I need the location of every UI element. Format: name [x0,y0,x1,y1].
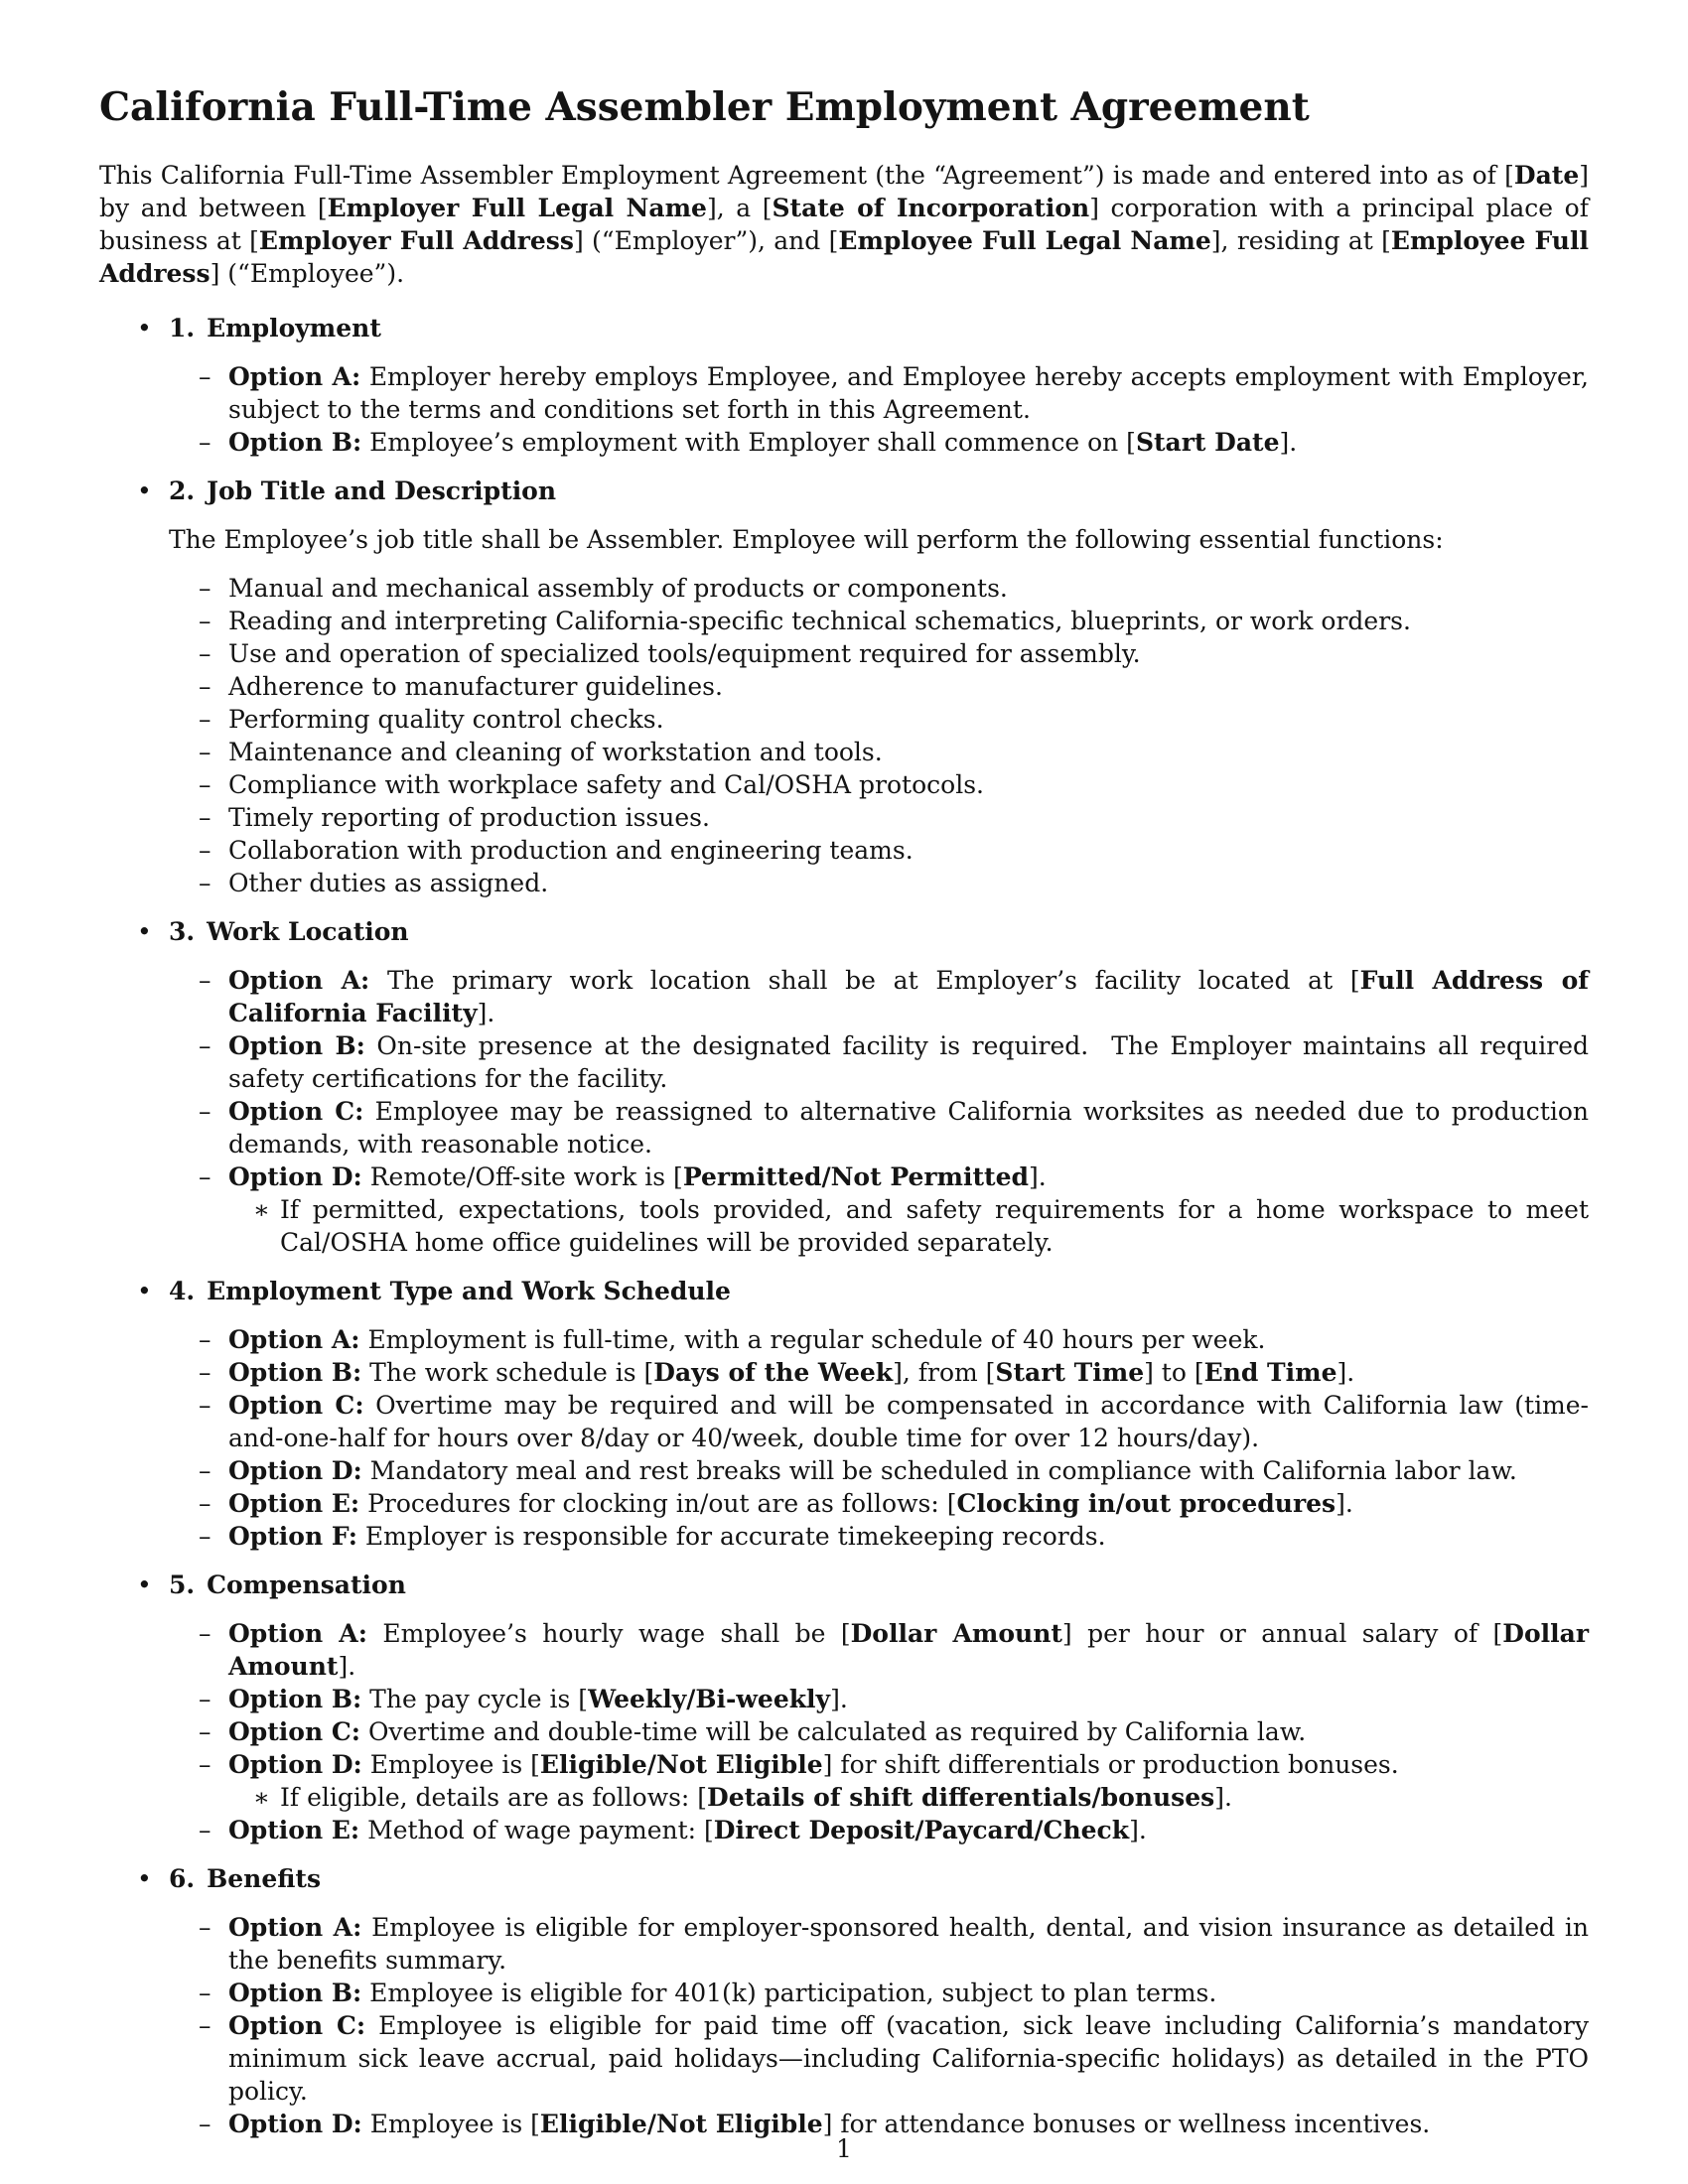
section-number: 1. [169,314,196,342]
page-title: California Full-Time Assembler Employment Agreement [99,84,1310,130]
section-title: Work Location [207,917,409,946]
option-text: The pay cycle is [ [369,1685,589,1713]
section-work-location [99,915,1597,1259]
option-label: Option C: [228,1717,360,1746]
option-label: Option B: [228,428,362,457]
option-item [99,1356,1589,1389]
bullet-icon: • [137,917,152,946]
option-label: Option B: [228,1031,365,1060]
option-list [99,1617,1589,1846]
option-text: ]. [1129,1816,1147,1844]
section-number: 4. [169,1277,196,1305]
dash-icon: – [199,869,211,897]
option-label: Option D: [228,1456,362,1485]
option-item [99,1389,1589,1454]
dash-icon: – [199,362,211,391]
section-heading [99,475,1589,507]
dash-icon: – [199,1685,211,1713]
option-item [99,1323,1589,1356]
option-text: Mandatory meal and rest breaks will be scheduled in compliance with California labor law. [369,1456,1517,1485]
duty-text: Compliance with workplace safety and Cal/OSHA protocols. [228,770,984,799]
dash-icon: – [199,2110,211,2138]
option-item [99,426,1589,459]
option-text: The primary work location shall be at Employer’s facility located at [ [386,966,1360,995]
dash-icon: – [199,1619,211,1648]
section-work-schedule [99,1275,1589,1553]
field-employer-address: Employer Full Address [258,226,574,255]
section-heading [99,1275,1589,1307]
page-number: 1 [836,2134,852,2163]
field-date: Date [1513,161,1580,190]
option-label: Option D: [228,1162,362,1191]
duty-text: Adherence to manufacturer guidelines. [228,672,723,701]
option-label: Option D: [228,1750,362,1779]
option-label: Option A: [228,1913,362,1942]
field-start-date: Start Date [1135,428,1280,457]
option-text: ]. [477,999,495,1027]
dash-icon: – [199,1979,211,2007]
option-item [99,1160,1589,1259]
option-text: Overtime and double-time will be calculated as required by California law. [367,1717,1307,1746]
option-label: Option C: [228,2011,366,2040]
dash-icon: – [199,1325,211,1354]
asterisk-icon: ∗ [253,1195,270,1224]
section-benefits [99,1862,1589,2140]
dash-icon: – [199,1031,211,1060]
field-payment-method: Direct Deposit/Paycard/Check [713,1816,1130,1844]
bullet-icon: • [137,314,152,342]
section-heading [99,312,1589,344]
bullet-icon: • [137,477,152,505]
field-attendance-eligibility: Eligible/Not Eligible [539,2110,823,2138]
dash-icon: – [199,738,211,766]
duty-item [99,867,1589,899]
intro-paragraph [99,159,1589,290]
field-remote-work: Permitted/Not Permitted [682,1162,1029,1191]
dash-icon: – [199,1522,211,1551]
option-item [99,1454,1589,1487]
section-compensation [99,1569,1589,1846]
option-text: Overtime may be required and will be compensated in accordance with California law (time-and-one-half for hours over 8/day or 40/week, double time for over 12 hours/day). [228,1391,1590,1452]
duty-text: Performing quality control checks. [228,705,664,734]
field-salary-amount: Dollar Amount [228,1619,1589,1681]
duty-item [99,801,1589,834]
duty-item [99,572,1589,605]
dash-icon: – [199,1097,211,1126]
duty-item [99,834,1589,867]
dash-icon: – [199,428,211,457]
section-heading [99,1569,1589,1601]
option-label: Option E: [228,1816,360,1844]
duty-item [99,605,1589,637]
option-item [99,1617,1589,1683]
option-item [99,964,1589,1029]
option-label: Option B: [228,1358,362,1387]
section-title: Employment [207,314,381,342]
intro-text: ] (“Employer”), and [ [573,226,839,255]
dash-icon: – [199,803,211,832]
option-label: Option B: [228,1685,362,1713]
option-text: ]. [1279,428,1298,457]
dash-icon: – [199,1358,211,1387]
section-title: Compensation [207,1570,406,1599]
duty-item [99,768,1589,801]
dash-icon: – [199,1456,211,1485]
option-item [99,360,1589,426]
option-label: Option C: [228,1097,364,1126]
sub-text: ]. [1214,1783,1232,1812]
option-item [99,1029,1597,1095]
intro-text: ], a [ [706,194,773,222]
dash-icon: – [199,1913,211,1942]
dash-icon: – [199,2011,211,2040]
section-job-title [99,475,1589,899]
option-label: Option A: [228,1619,367,1648]
field-pay-cycle: Weekly/Bi-weekly [588,1685,831,1713]
sub-text: If eligible, details are as follows: [ [280,1783,708,1812]
option-text: Employee is eligible for 401(k) participation, subject to plan terms. [369,1979,1217,2007]
option-item [99,1715,1589,1748]
option-label: Option A: [228,362,361,391]
duty-text: Timely reporting of production issues. [228,803,710,832]
option-text: ]. [338,1652,356,1681]
duty-text: Use and operation of specialized tools/equipment required for assembly. [228,639,1141,668]
option-text: Employee is [ [369,1750,540,1779]
field-start-time: Start Time [995,1358,1145,1387]
field-employee-name: Employee Full Legal Name [838,226,1211,255]
option-item [99,1814,1589,1846]
option-text: Employee is [ [369,2110,540,2138]
section-number: 3. [169,917,196,946]
option-text: ]. [1336,1358,1355,1387]
option-label: Option D: [228,2110,362,2138]
option-text: ]. [1029,1162,1047,1191]
duty-text: Maintenance and cleaning of workstation and tools. [228,738,883,766]
field-employee-address: Employee Full Address [99,226,1589,288]
sub-item [228,1193,1589,1259]
intro-text: ] corporation with a principal place of business at [ [99,194,1589,255]
option-label: Option C: [228,1391,364,1420]
section-employment [99,312,1589,459]
option-text: Employee’s employment with Employer shall commence on [ [369,428,1136,457]
dash-icon: – [199,607,211,635]
option-text: ]. [1336,1489,1353,1518]
option-text: Employer is responsible for accurate timekeeping records. [364,1522,1106,1551]
duty-text: Collaboration with production and engineering teams. [228,836,914,865]
dash-icon: – [199,1717,211,1746]
option-text: The work schedule is [ [369,1358,654,1387]
bullet-icon: • [137,1864,152,1893]
option-label: Option F: [228,1522,357,1551]
document-page [99,83,1597,2156]
field-facility-address: Full Address of California Facility [228,966,1589,1027]
sub-text: If permitted, expectations, tools provided, and safety requirements for a home workspace to meet Cal/OSHA home office guidelines will be provided separately. [280,1195,1589,1257]
option-text: ] per hour or annual salary of [ [1061,1619,1503,1648]
duty-item [99,670,1589,703]
option-list [99,1323,1589,1553]
option-label: Option E: [228,1489,360,1518]
intro-text: ], residing at [ [1210,226,1391,255]
section-heading [99,1862,1589,1895]
intro-text: This California Full-Time Assembler Employment Agreement (the “Agreement”) is made and entered into as of [ [99,161,1514,190]
option-label: Option A: [228,1325,360,1354]
option-text: ] for attendance bonuses or wellness incentives. [822,2110,1431,2138]
field-state: State of Incorporation [772,194,1090,222]
section-heading [99,915,1589,948]
option-list [99,1911,1589,2140]
option-text: Employee’s hourly wage shall be [ [382,1619,851,1648]
dash-icon: – [199,1750,211,1779]
option-item [99,1487,1589,1520]
dash-icon: – [199,966,211,995]
option-text: ], from [ [893,1358,996,1387]
option-item [99,1095,1589,1160]
option-text: Employee is eligible for employer-sponsored health, dental, and vision insurance as detailed in the benefits summary. [228,1913,1589,1975]
option-text: On-site presence at the designated facility is required. The Employer maintains all required safety certifications for the facility. [228,1031,1597,1093]
option-label: Option A: [228,966,370,995]
dash-icon: – [199,770,211,799]
option-text: Employee is eligible for paid time off (vacation, sick leave including California’s mandatory minimum sick leave accrual, paid holidays—including California-specific holidays) as detailed in the PTO policy. [228,2011,1589,2106]
option-text: ] for shift differentials or production bonuses. [822,1750,1399,1779]
option-text: Procedures for clocking in/out are as follows: [ [367,1489,957,1518]
bullet-icon: • [137,1570,152,1599]
sub-item [228,1781,1589,1814]
intro-text: ] (“Employee”). [210,259,405,288]
asterisk-icon: ∗ [253,1783,270,1812]
duty-item [99,736,1589,768]
dash-icon: – [199,574,211,603]
option-item [99,2009,1589,2108]
section-title: Benefits [207,1864,322,1893]
duty-text: Other duties as assigned. [228,869,549,897]
dash-icon: – [199,1391,211,1420]
option-text: ] to [ [1144,1358,1204,1387]
dash-icon: – [199,639,211,668]
field-days: Days of the Week [653,1358,894,1387]
dash-icon: – [199,1162,211,1191]
section-title: Employment Type and Work Schedule [207,1277,731,1305]
option-item [99,1683,1589,1715]
dash-icon: – [199,672,211,701]
section-number: 6. [169,1864,196,1893]
sub-list [228,1781,1589,1814]
option-item [99,1977,1589,2009]
option-item [99,1911,1589,1977]
duties-list [99,572,1589,899]
duty-item [99,637,1589,670]
duty-text: Reading and interpreting California-specific technical schematics, blueprints, or work orders. [228,607,1411,635]
intro-text: ] by and between [ [99,161,1589,222]
option-text: Employer hereby employs Employee, and Employee hereby accepts employment with Employer, subject to the terms and conditions set forth in this Agreement. [228,362,1589,424]
option-text: Remote/Off-site work is [ [369,1162,683,1191]
field-bonus-details: Details of shift differentials/bonuses [707,1783,1215,1812]
option-list [99,360,1589,459]
section-number: 2. [169,477,196,505]
dash-icon: – [199,1489,211,1518]
bullet-icon: • [137,1277,152,1305]
option-item [99,1520,1589,1553]
section-title: Job Title and Description [207,477,557,505]
field-eligibility: Eligible/Not Eligible [539,1750,823,1779]
duty-text: Manual and mechanical assembly of products or components. [228,574,1008,603]
option-text: Employment is full-time, with a regular schedule of 40 hours per week. [367,1325,1266,1354]
section-paragraph: The Employee’s job title shall be Assembler. Employee will perform the following essential functions: [169,525,1444,554]
field-hourly-amount: Dollar Amount [850,1619,1062,1648]
option-label: Option B: [228,1979,362,2007]
option-list [99,964,1597,1259]
sub-list [228,1193,1589,1259]
dash-icon: – [199,705,211,734]
field-clocking: Clocking in/out procedures [956,1489,1336,1518]
option-text: ]. [830,1685,848,1713]
field-end-time: End Time [1203,1358,1337,1387]
duty-item [99,703,1589,736]
dash-icon: – [199,836,211,865]
option-item [99,1748,1589,1814]
option-text: Employee may be reassigned to alternative California worksites as needed due to production demands, with reasonable notice. [228,1097,1590,1159]
section-number: 5. [169,1570,196,1599]
field-employer-name: Employer Full Legal Name [327,194,707,222]
dash-icon: – [199,1816,211,1844]
option-text: Method of wage payment: [ [367,1816,714,1844]
